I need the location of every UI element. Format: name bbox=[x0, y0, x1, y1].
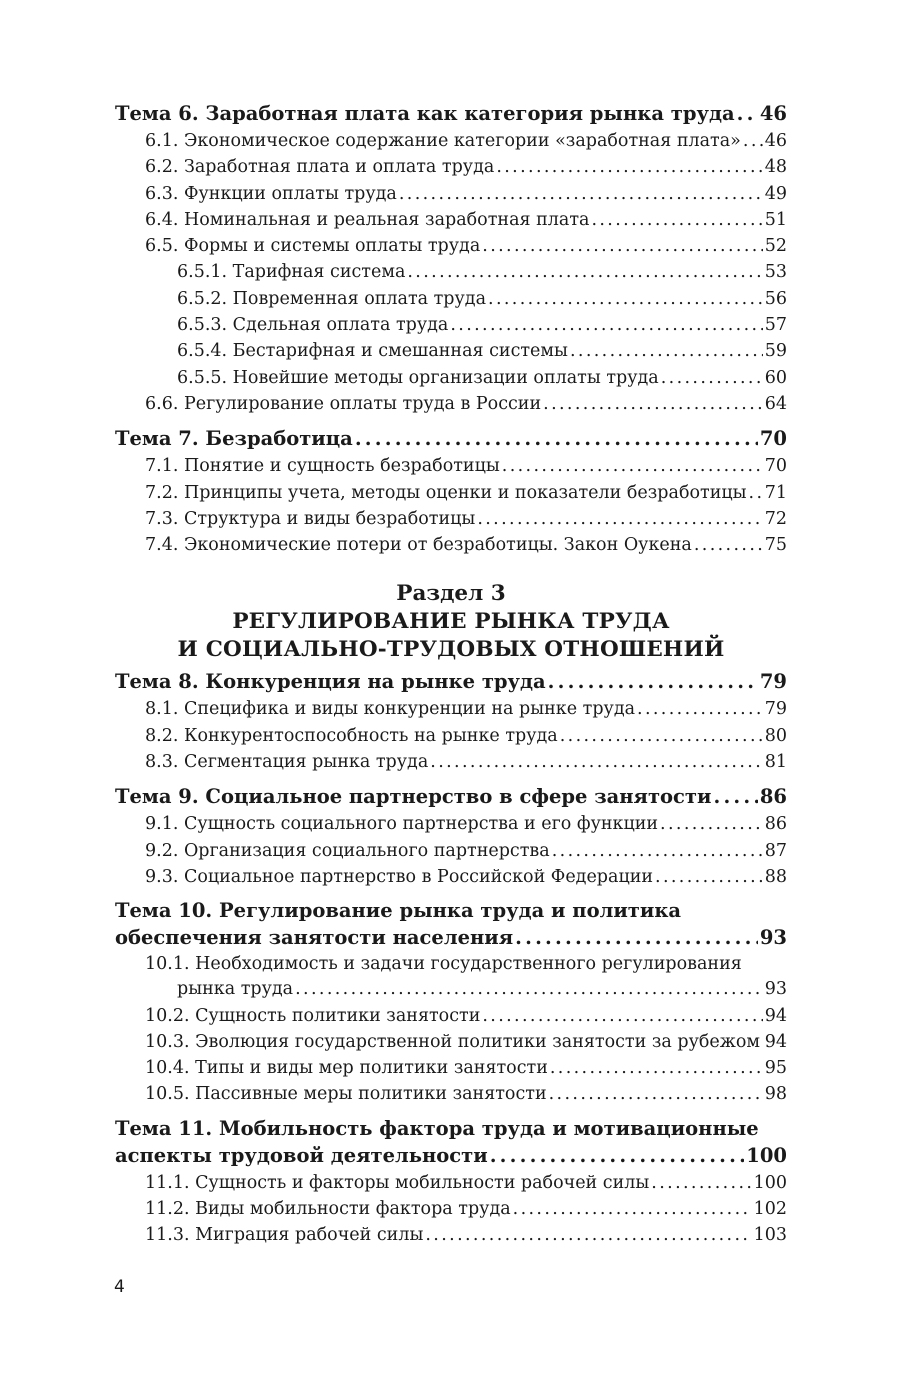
toc-entry-11-3[interactable] bbox=[115, 1222, 787, 1248]
toc-entry-10-3[interactable] bbox=[115, 1029, 787, 1055]
toc-topic-8[interactable] bbox=[115, 668, 787, 696]
toc-page: 94 bbox=[764, 1031, 787, 1052]
toc-title-line-1: Тема 11. Мобильность фактора труда и мотивационные bbox=[115, 1116, 759, 1140]
toc-title: 7.3. Структура и виды безработицы bbox=[145, 508, 476, 529]
toc-title: 6.5.2. Повременная оплата труда bbox=[177, 288, 487, 309]
toc-page: 71 bbox=[764, 482, 787, 503]
toc-page: 57 bbox=[764, 315, 787, 336]
toc-title: 10.4. Типы и виды мер политики занятости bbox=[145, 1058, 548, 1079]
toc-page: 59 bbox=[764, 341, 787, 362]
toc-topic-6[interactable] bbox=[115, 100, 787, 128]
toc-title-line-2: обеспечения занятости населения bbox=[115, 926, 514, 950]
toc-title: 11.3. Миграция рабочей силы bbox=[145, 1225, 424, 1246]
toc-entry-6-5[interactable] bbox=[115, 233, 787, 259]
toc-entry-6-6[interactable] bbox=[115, 391, 787, 417]
toc-page: 51 bbox=[764, 209, 787, 230]
toc-entry-8-3[interactable] bbox=[115, 749, 787, 775]
toc-page: 93 bbox=[759, 926, 787, 950]
toc-title: Тема 7. Безработица bbox=[115, 427, 353, 451]
toc-page: 49 bbox=[764, 183, 787, 204]
toc-page: 80 bbox=[764, 725, 787, 746]
toc-topic-9[interactable] bbox=[115, 783, 787, 811]
toc-title: 6.4. Номинальная и реальная заработная плата bbox=[145, 209, 590, 230]
toc-entry-6-1[interactable] bbox=[115, 128, 787, 154]
toc-entry-11-2[interactable] bbox=[115, 1196, 787, 1222]
section-title-line-2: И СОЦИАЛЬНО-ТРУДОВЫХ ОТНОШЕНИЙ bbox=[177, 637, 725, 663]
page-number: 4 bbox=[114, 1277, 125, 1297]
toc-page: 52 bbox=[764, 236, 787, 257]
toc-entry-10-1[interactable] bbox=[115, 952, 787, 1002]
toc-title: 6.1. Экономическое содержание категории «заработная плата» bbox=[145, 131, 741, 151]
toc-entry-6-2[interactable] bbox=[115, 154, 787, 180]
toc-entry-10-2[interactable] bbox=[115, 1003, 787, 1029]
toc-title: 7.4. Экономические потери от безработицы. Закон Оукена bbox=[145, 535, 692, 556]
toc-title: 10.3. Эволюция государственной политики занятости за рубежом bbox=[145, 1031, 761, 1052]
toc-page: 100 bbox=[753, 1172, 787, 1193]
toc-title: 9.2. Организация социального партнерства bbox=[145, 840, 550, 861]
toc-entry-7-3[interactable] bbox=[115, 506, 787, 532]
toc-page: 60 bbox=[764, 367, 787, 388]
toc-page: 79 bbox=[764, 699, 787, 720]
toc-title: 6.5. Формы и системы оплаты труда bbox=[145, 236, 481, 257]
toc-title: 8.1. Специфика и виды конкуренции на рынке труда bbox=[145, 699, 636, 720]
toc-page: 48 bbox=[764, 157, 787, 178]
toc-page: 86 bbox=[759, 785, 787, 809]
toc-page: 88 bbox=[764, 866, 787, 887]
toc-page: 46 bbox=[764, 131, 787, 151]
toc-page: 94 bbox=[764, 1005, 787, 1026]
toc-entry-8-1[interactable] bbox=[115, 696, 787, 722]
toc-entry-7-2[interactable] bbox=[115, 480, 787, 506]
toc-topic-7[interactable] bbox=[115, 425, 787, 453]
toc-page: 102 bbox=[753, 1199, 787, 1220]
toc-page: 64 bbox=[764, 393, 787, 414]
toc-entry-9-3[interactable] bbox=[115, 864, 787, 890]
toc-title: 10.2. Сущность политики занятости bbox=[145, 1005, 481, 1026]
toc-page: 72 bbox=[764, 508, 787, 529]
toc-page: 53 bbox=[764, 262, 787, 283]
toc-title: 6.2. Заработная плата и оплата труда bbox=[145, 157, 495, 178]
toc-entry-6-5-1[interactable] bbox=[115, 259, 787, 285]
toc-title: Тема 6. Заработная плата как категория рынка труда bbox=[115, 102, 735, 125]
toc-page: 86 bbox=[764, 814, 787, 835]
toc-title-line-2: рынка труда bbox=[177, 979, 294, 1000]
toc-entry-7-4[interactable] bbox=[115, 532, 787, 558]
toc-page: 100 bbox=[746, 1143, 787, 1167]
toc-page: 56 bbox=[764, 288, 787, 309]
toc-entry-9-1[interactable] bbox=[115, 811, 787, 837]
toc-topic-10[interactable] bbox=[115, 898, 787, 952]
toc-page: 95 bbox=[764, 1058, 787, 1079]
toc-title: 6.5.3. Сдельная оплата труда bbox=[177, 315, 449, 336]
toc-page: 70 bbox=[759, 427, 787, 451]
toc-title-line-1: 10.1. Необходимость и задачи государственного регулирования bbox=[145, 954, 742, 975]
toc-title: 9.3. Социальное партнерство в Российской Федерации bbox=[145, 866, 654, 887]
section-number: Раздел 3 bbox=[396, 581, 506, 607]
toc-title: 8.3. Сегментация рынка труда bbox=[145, 752, 429, 773]
toc-title: 6.5.5. Новейшие методы организации оплаты труда bbox=[177, 367, 659, 388]
toc-page: 46 bbox=[759, 102, 787, 125]
toc-title: 8.2. Конкурентоспособность на рынке труда bbox=[145, 725, 558, 746]
toc-title: Тема 9. Социальное партнерство в сфере занятости bbox=[115, 785, 712, 809]
toc-title: 7.2. Принципы учета, методы оценки и показатели безработицы bbox=[145, 482, 747, 503]
toc-title: Тема 8. Конкуренция на рынке труда bbox=[115, 670, 546, 694]
toc-entry-6-3[interactable] bbox=[115, 181, 787, 207]
toc-title-line-2: аспекты трудовой деятельности bbox=[115, 1143, 488, 1167]
toc-entry-6-5-3[interactable] bbox=[115, 312, 787, 338]
toc-title: 11.1. Сущность и факторы мобильности рабочей силы bbox=[145, 1172, 650, 1193]
toc-entry-6-5-5[interactable] bbox=[115, 365, 787, 391]
toc-page: 93 bbox=[764, 979, 787, 1000]
toc-entry-7-1[interactable] bbox=[115, 453, 787, 479]
toc-page: 103 bbox=[753, 1225, 787, 1246]
toc-entry-6-5-2[interactable] bbox=[115, 286, 787, 312]
toc-title: 6.3. Функции оплаты труда bbox=[145, 183, 397, 204]
section-title-line-1: РЕГУЛИРОВАНИЕ РЫНКА ТРУДА bbox=[232, 609, 670, 635]
toc-title: 6.5.1. Тарифная система bbox=[177, 262, 406, 283]
toc-entry-6-4[interactable] bbox=[115, 207, 787, 233]
section-heading bbox=[115, 580, 787, 664]
toc-title-line-1: Тема 10. Регулирование рынка труда и политика bbox=[115, 899, 682, 923]
toc-page: 81 bbox=[764, 752, 787, 773]
toc-title: 9.1. Сущность социального партнерства и его функции bbox=[145, 814, 659, 835]
toc-entry-11-1[interactable] bbox=[115, 1170, 787, 1196]
toc-page: 79 bbox=[759, 670, 787, 694]
toc-page: 75 bbox=[764, 535, 787, 556]
toc-entry-8-2[interactable] bbox=[115, 723, 787, 749]
toc-title: 6.6. Регулирование оплаты труда в России bbox=[145, 393, 542, 414]
toc-page: 70 bbox=[764, 456, 787, 477]
toc-title: 10.5. Пассивные меры политики занятости bbox=[145, 1084, 547, 1105]
table-of-contents bbox=[115, 100, 787, 1249]
toc-entry-9-2[interactable] bbox=[115, 838, 787, 864]
toc-entry-10-4[interactable] bbox=[115, 1055, 787, 1081]
toc-title: 6.5.4. Бестарифная и смешанная системы bbox=[177, 341, 568, 362]
toc-page: 98 bbox=[764, 1084, 787, 1105]
toc-entry-6-5-4[interactable] bbox=[115, 338, 787, 364]
toc-entry-10-5[interactable] bbox=[115, 1081, 787, 1107]
toc-title: 11.2. Виды мобильности фактора труда bbox=[145, 1199, 511, 1220]
toc-page: 87 bbox=[764, 840, 787, 861]
toc-title: 7.1. Понятие и сущность безработицы bbox=[145, 456, 500, 477]
toc-topic-11[interactable] bbox=[115, 1116, 787, 1170]
